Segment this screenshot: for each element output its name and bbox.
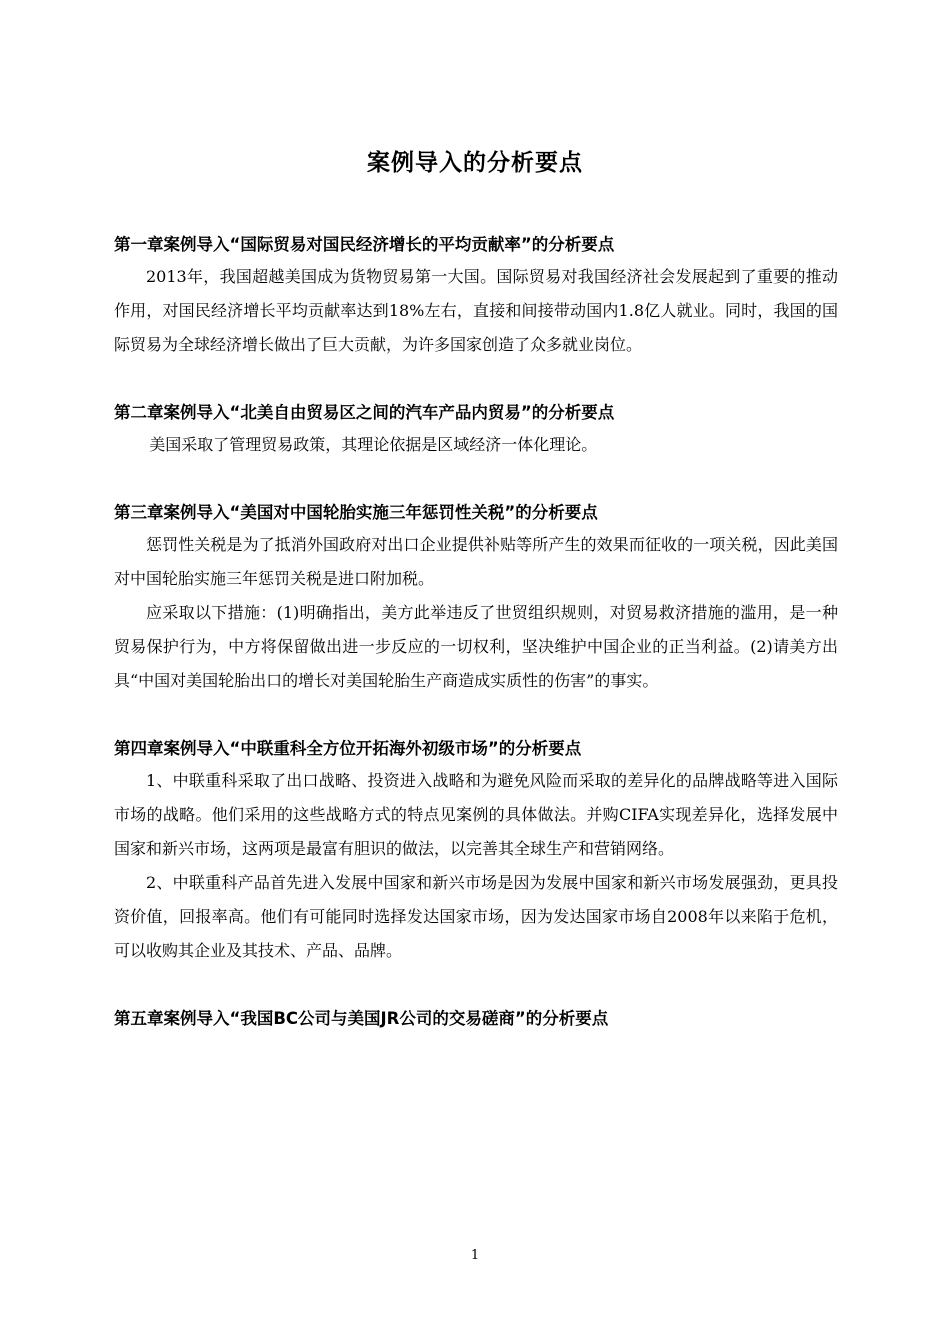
section-heading-3: 第三章案例导入“美国对中国轮胎实施三年惩罚性关税”的分析要点 (114, 503, 598, 522)
section-heading-4: 第四章案例导入“中联重科全方位开拓海外初级市场”的分析要点 (114, 739, 582, 758)
section-heading-2: 第二章案例导入“北美自由贸易区之间的汽车产品内贸易”的分析要点 (114, 403, 615, 422)
section-4-paragraph-2: 2、中联重科产品首先进入发展中国家和新兴市场是因为发展中国家和新兴市场发展强劲，更具投资价值，回报率高。他们有可能同时选择发达国家市场，因为发达国家市场自2008年以来陷于危机，可以收购其企业及其技术、产品、品牌。 (114, 873, 838, 960)
document-title: 案例导入的分析要点 (367, 150, 583, 176)
section-heading-5: 第五章案例导入“我国BC公司与美国JR公司的交易磋商”的分析要点 (114, 1009, 609, 1028)
document-body (114, 230, 838, 1034)
section-heading-1: 第一章案例导入“国际贸易对国民经济增长的平均贡献率”的分析要点 (114, 235, 615, 254)
section-2-paragraph-1: 美国采取了管理贸易政策，其理论依据是区域经济一体化理论。 (149, 435, 598, 454)
section-4-paragraph-1: 1、中联重科采取了出口战略、投资进入战略和为避免风险而采取的差异化的品牌战略等进入国际市场的战略。他们采用的这些战略方式的特点见案例的具体做法。并购CIFA实现差异化，选择发展中国家和新兴市场，这两项是最富有胆识的做法，以完善其全球生产和营销网络。 (114, 771, 838, 858)
page-number: 1 (470, 1248, 480, 1263)
section-3-paragraph-2: 应采取以下措施：(1)明确指出，美方此举违反了世贸组织规则，对贸易救济措施的滥用，是一种贸易保护行为，中方将保留做出进一步反应的一切权利，坚决维护中国企业的正当利益。(2)请美方出具“中国对美国轮胎出口的增长对美国轮胎生产商造成实质性的伤害”的事实。 (114, 603, 838, 690)
section-3-paragraph-1: 惩罚性关税是为了抵消外国政府对出口企业提供补贴等所产生的效果而征收的一项关税，因此美国对中国轮胎实施三年惩罚关税是进口附加税。 (114, 535, 838, 588)
section-1-paragraph-1: 2013年，我国超越美国成为货物贸易第一大国。国际贸易对我国经济社会发展起到了重要的推动作用，对国民经济增长平均贡献率达到18%左右，直接和间接带动国内1.8亿人就业。同时，我国的国际贸易为全球经济增长做出了巨大贡献，为许多国家创造了众多就业岗位。 (114, 267, 838, 354)
